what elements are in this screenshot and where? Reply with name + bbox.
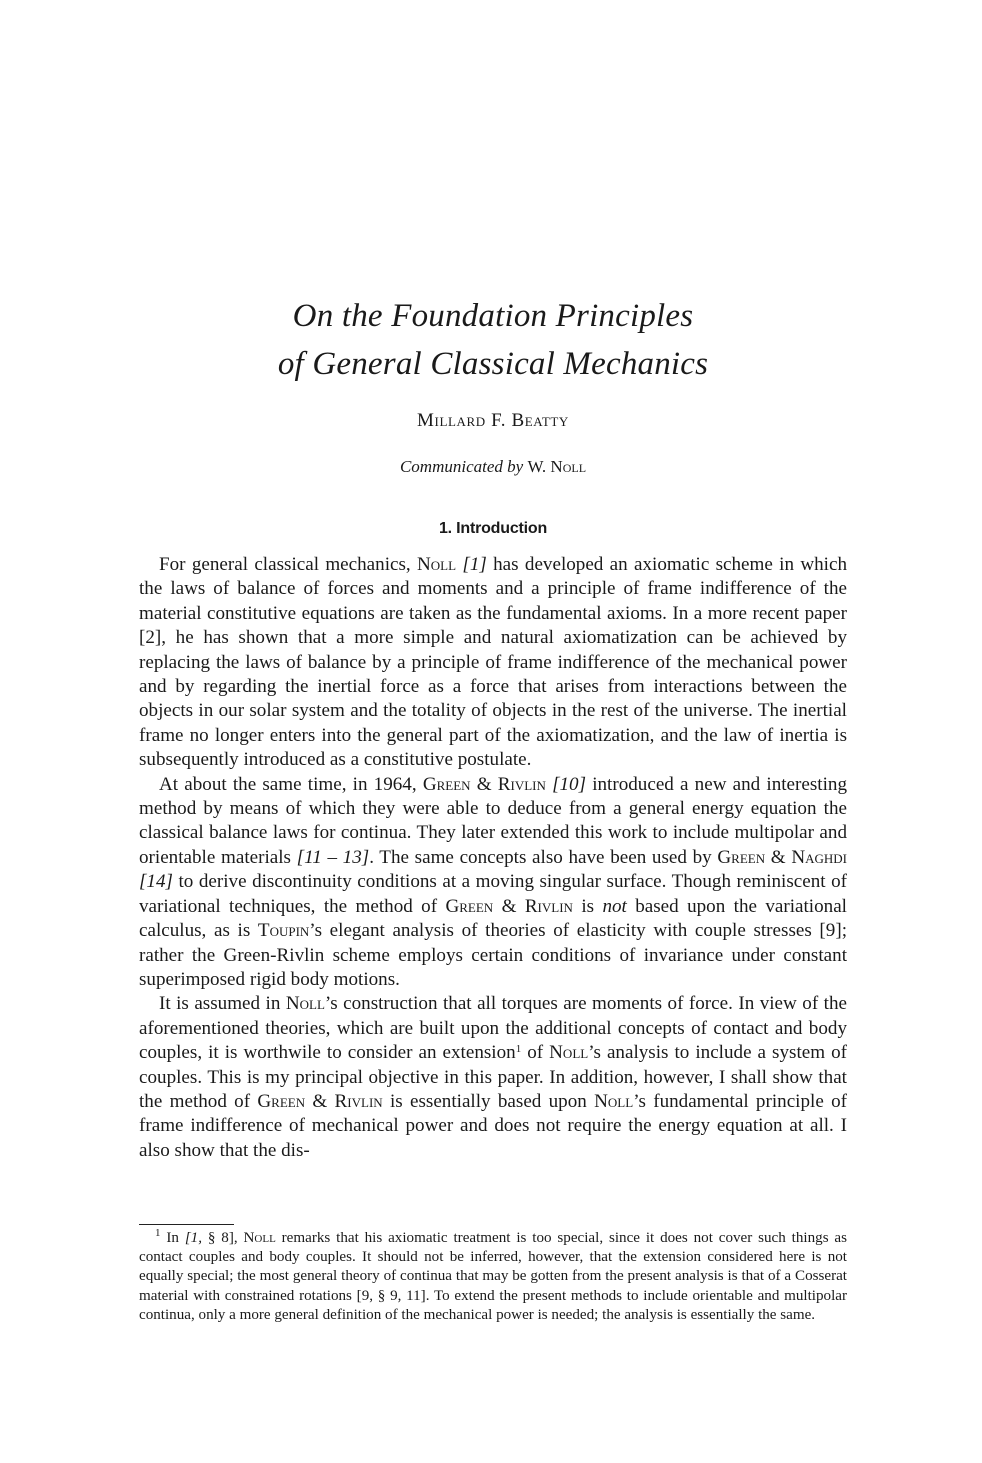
footnote-marker: 1	[515, 1043, 522, 1056]
author-ref-rivlin: Rivlin	[497, 773, 546, 795]
text-run: based upon the variational calculus, as is	[139, 895, 847, 942]
text-run: ’s fundamental principle of frame indifference of mechanical power and does not require the energy equation at all. I also show that the dis-	[139, 1090, 847, 1161]
author-name: Millard F. Beatty	[417, 410, 569, 431]
body-text	[139, 553, 847, 1163]
paper-title	[139, 292, 847, 388]
text-run: introduced a new and interesting method by means of which they were able to deduce from a general energy equation the classical balance laws for continua. They later extended this work to include multipolar and orientable materials	[139, 773, 847, 868]
text-run: &	[305, 1090, 335, 1112]
citation: [11 – 13]	[296, 846, 370, 868]
title-line-1: On the Foundation Principles	[292, 298, 694, 334]
author-ref-green: Green	[717, 846, 766, 868]
citation: [1]	[462, 554, 487, 575]
text-run: &	[765, 846, 792, 868]
author-ref-green: Green	[445, 895, 494, 917]
text-run: It is assumed in	[159, 993, 286, 1015]
text-run: is	[572, 895, 603, 917]
author-ref-naghdi: Naghdi	[791, 846, 847, 868]
footnote	[139, 1229, 847, 1325]
author-ref-rivlin: Rivlin	[334, 1090, 383, 1112]
text-run: &	[470, 773, 498, 795]
communicated-prefix: Communicated by	[399, 457, 524, 476]
author-ref-noll: Noll	[549, 1042, 589, 1064]
footnote-divider	[139, 1224, 234, 1225]
citation: [1,	[184, 1230, 203, 1246]
text-run: ’s construction that all torques are moments of force. In view of the aforementioned theories, which are built upon the additional concepts of contact and body couples, it is worthwile to consider an extension	[139, 993, 847, 1064]
text-run: For general classical mechanics,	[159, 554, 417, 575]
text-run: remarks that his axiomatic treatment is too special, since it does not cover such things as contact couples and body couples. It should not be inferred, however, that the extension considered here is not equally special; the most general theory of continua that may be gotten from the present analysis is that of a Cosserat material with constrained rotations [9, § 9, 11]. To extend the present methods to include orientable and multipolar continua, only a more general definition of the mechanical power is needed; the analysis is essentially the same.	[139, 1230, 848, 1323]
text-run: to derive discontinuity conditions at a moving singular surface. Though reminiscent of variational techniques, the method of	[139, 871, 847, 917]
text-run: is essentially based upon	[382, 1090, 595, 1112]
author-ref-noll: Noll	[285, 993, 325, 1015]
citation: [14]	[139, 871, 173, 893]
text-run: At about the same time, in 1964,	[159, 773, 423, 795]
text-run: ’s analysis to include a system of couples. This is my principal objective in this paper. In addition, however, I shall show that the method of	[139, 1042, 848, 1112]
paragraph-2	[139, 773, 847, 993]
text-run: &	[493, 895, 525, 917]
footnote-number: 1	[155, 1227, 161, 1239]
text-run: . The same concepts also have been used by	[369, 846, 718, 868]
author-ref-rivlin: Rivlin	[524, 895, 573, 917]
communicated-by	[139, 457, 847, 477]
title-line-2: of General Classical Mechanics	[277, 346, 709, 382]
author-ref-noll: Noll	[417, 554, 457, 575]
citation: [10]	[552, 773, 587, 795]
section-heading: 1. Introduction	[438, 520, 548, 537]
author-ref-green: Green	[257, 1090, 306, 1112]
emphasis: not	[602, 895, 627, 917]
paragraph-1	[139, 553, 847, 773]
text-run: has developed an axiomatic scheme in which the laws of balance of forces and moments and a principle of frame indifference of the material constitutive equations are taken as the fundamental axioms. In a more recent paper [2], he has shown that a more simple and natural axiomatization can be achieved by replacing the laws of balance by a principle of frame indifference of the mechanical power and by regarding the inertial force as a force that arises from interactions between the objects in our solar system and the totality of objects in the rest of the universe. The inertial frame no longer enters into the general part of the axiomatization, and the law of inertia is subsequently introduced as a constitutive postulate.	[139, 554, 848, 771]
author-ref-noll: Noll	[594, 1090, 634, 1112]
text-run: In	[160, 1230, 185, 1246]
text-run: § 8],	[202, 1230, 244, 1246]
author-ref-toupin: Toupin	[257, 920, 310, 942]
author-ref-noll: Noll	[243, 1230, 276, 1246]
paragraph-3	[139, 992, 847, 1163]
text-run: ’s elegant analysis of theories of elasticity with couple stresses [9]; rather the Green-Rivlin scheme employs certain conditions of invariance under constant superimposed rigid body motions.	[139, 920, 847, 990]
text-run: of	[521, 1042, 550, 1064]
author-ref-green: Green	[422, 773, 471, 795]
communicator-name: W. Noll	[527, 457, 587, 476]
